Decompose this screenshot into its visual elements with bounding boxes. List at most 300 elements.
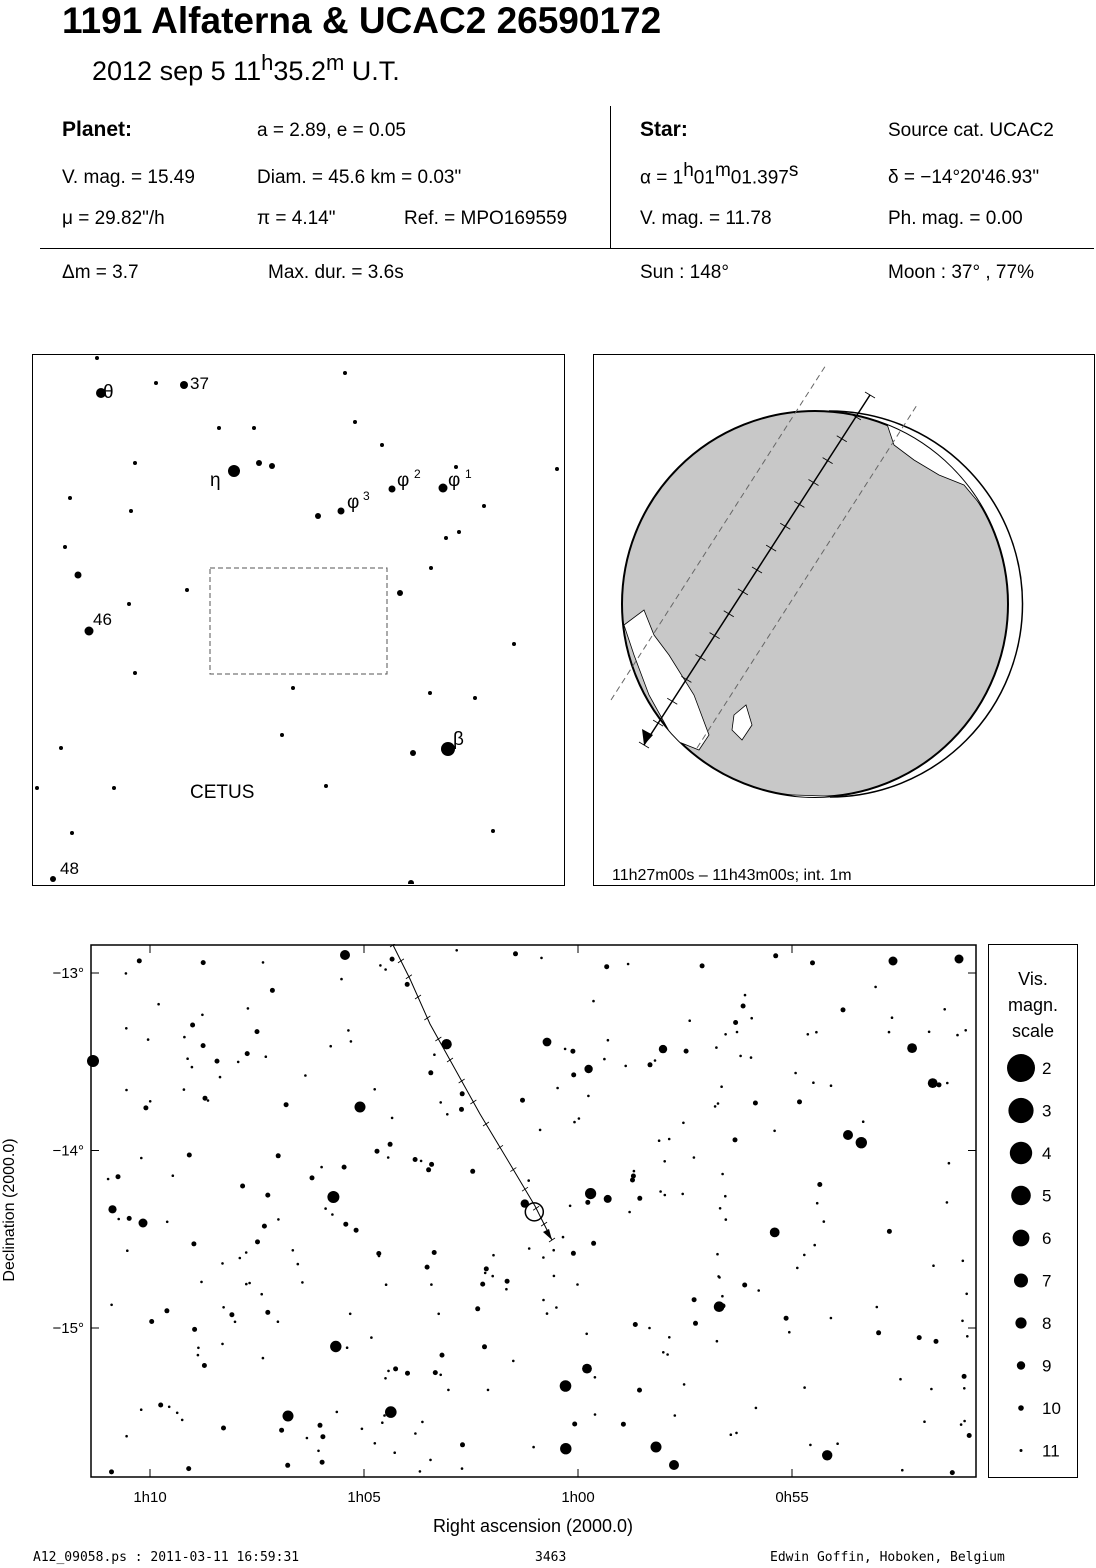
legend-dot bbox=[1018, 1405, 1024, 1411]
field-star bbox=[429, 1162, 434, 1167]
field-star bbox=[439, 1374, 442, 1377]
field-star bbox=[573, 1121, 576, 1124]
field-star bbox=[388, 1142, 393, 1147]
field-star bbox=[721, 1295, 724, 1298]
field-star bbox=[578, 1117, 581, 1120]
field-star bbox=[962, 1260, 965, 1263]
field-star bbox=[822, 1450, 832, 1460]
planet-ref: Ref. = MPO169559 bbox=[404, 208, 568, 229]
star-heading: Star: bbox=[640, 118, 688, 141]
finder-star bbox=[315, 513, 321, 519]
finder-star bbox=[35, 786, 39, 790]
field-star bbox=[376, 1251, 381, 1256]
planet-diam: Diam. = 45.6 km = 0.03" bbox=[257, 167, 462, 188]
alpha-s: s bbox=[788, 160, 799, 181]
finder-stars bbox=[35, 356, 559, 884]
field-star bbox=[633, 1322, 638, 1327]
field-star bbox=[331, 1213, 334, 1216]
field-star bbox=[963, 1387, 966, 1390]
globe-caption: 11h27m00s – 11h43m00s; int. 1m bbox=[612, 867, 852, 884]
field-star bbox=[221, 1262, 224, 1265]
bright-field-star bbox=[843, 1130, 853, 1140]
field-star bbox=[460, 1091, 465, 1096]
field-star bbox=[187, 1153, 192, 1158]
field-star bbox=[470, 1169, 475, 1174]
footer-file: A12_09058.ps : 2011-03-11 16:59:31 bbox=[33, 1550, 300, 1565]
finder-star bbox=[269, 463, 275, 469]
page-title: 1191 Alfaterna & UCAC2 26590172 bbox=[62, 0, 662, 41]
field-star bbox=[966, 1335, 969, 1338]
delta-mag: Δm = 3.7 bbox=[62, 262, 139, 283]
field-star bbox=[633, 1170, 636, 1173]
field-star bbox=[149, 1100, 152, 1103]
x-tick-label: 1h05 bbox=[347, 1489, 381, 1506]
field-star bbox=[744, 994, 747, 997]
field-star bbox=[917, 1335, 922, 1340]
bright-field-star bbox=[651, 1442, 662, 1453]
field-star bbox=[421, 1421, 424, 1424]
field-star bbox=[459, 1107, 464, 1112]
field-star bbox=[446, 1113, 449, 1116]
footer-number: 3463 bbox=[535, 1550, 567, 1565]
field-star bbox=[343, 1222, 348, 1227]
field-star bbox=[413, 1157, 418, 1162]
legend-mag-label: 5 bbox=[1042, 1186, 1052, 1206]
field-star bbox=[956, 1034, 959, 1037]
table-rule bbox=[40, 248, 1094, 249]
field-star bbox=[542, 1256, 545, 1259]
field-star bbox=[899, 1378, 902, 1381]
field-star bbox=[963, 1420, 966, 1423]
field-star bbox=[172, 1174, 175, 1177]
label-phi1-sup: 1 bbox=[465, 467, 472, 481]
field-star bbox=[255, 1029, 260, 1034]
field-star bbox=[928, 1078, 938, 1088]
field-star bbox=[140, 1157, 143, 1160]
planet-mu: μ = 29.82"/h bbox=[62, 208, 165, 229]
field-star bbox=[125, 1089, 128, 1092]
field-star bbox=[773, 1130, 776, 1133]
legend-mag-label: 3 bbox=[1042, 1101, 1052, 1121]
field-star bbox=[552, 1249, 555, 1252]
field-star bbox=[961, 1320, 964, 1323]
field-star bbox=[815, 1031, 818, 1034]
y-tick-label: −13° bbox=[52, 965, 84, 982]
finder-star bbox=[50, 876, 56, 882]
field-star bbox=[684, 1049, 689, 1054]
minutes-sup: m bbox=[325, 50, 345, 75]
field-star bbox=[385, 1406, 397, 1418]
label-theta: θ bbox=[103, 382, 114, 403]
field-box bbox=[210, 568, 387, 674]
field-star bbox=[594, 1376, 597, 1379]
field-star bbox=[585, 1188, 596, 1199]
field-star bbox=[891, 1016, 894, 1019]
field-star bbox=[810, 960, 815, 965]
field-star bbox=[158, 1403, 163, 1408]
field-star bbox=[592, 1000, 595, 1003]
field-star bbox=[823, 1220, 826, 1223]
field-star bbox=[717, 1102, 720, 1105]
bright-field-star bbox=[87, 1055, 99, 1067]
legend-mag-label: 9 bbox=[1042, 1356, 1052, 1376]
field-star bbox=[164, 1308, 169, 1313]
field-star bbox=[229, 1312, 234, 1317]
field-star bbox=[265, 1193, 270, 1198]
finder-star bbox=[457, 530, 461, 534]
field-star bbox=[336, 1411, 339, 1414]
finder-star bbox=[397, 590, 403, 596]
detail-chart bbox=[0, 944, 990, 1568]
finder-star bbox=[429, 566, 433, 570]
x-tick-label: 1h00 bbox=[561, 1489, 595, 1506]
field-star bbox=[505, 1288, 508, 1291]
label-46: 46 bbox=[93, 610, 112, 629]
field-star bbox=[512, 1360, 515, 1363]
field-star bbox=[181, 1419, 184, 1422]
field-star bbox=[907, 1043, 917, 1053]
field-star bbox=[733, 1020, 738, 1025]
legend-dot bbox=[1007, 1054, 1035, 1082]
label-37: 37 bbox=[190, 374, 209, 393]
field-star bbox=[387, 1156, 390, 1159]
finder-star bbox=[185, 588, 189, 592]
field-star bbox=[725, 1218, 728, 1221]
legend-mag-label: 4 bbox=[1042, 1144, 1052, 1163]
alpha-prefix: α = 1 bbox=[640, 167, 684, 189]
field-star bbox=[750, 1056, 753, 1059]
field-star bbox=[585, 1200, 590, 1205]
finder-star bbox=[428, 691, 432, 695]
globe-panel bbox=[593, 354, 1095, 886]
star-delta: δ = −14°20'46.93" bbox=[888, 167, 1040, 188]
field-star bbox=[405, 1371, 410, 1376]
finder-star bbox=[555, 467, 559, 471]
finder-chart bbox=[32, 354, 565, 886]
field-star bbox=[874, 986, 877, 989]
field-star bbox=[166, 1221, 169, 1224]
field-star bbox=[176, 1412, 179, 1415]
field-star bbox=[830, 1317, 833, 1320]
field-star bbox=[201, 1043, 206, 1048]
field-star bbox=[662, 1351, 665, 1354]
field-star bbox=[736, 1031, 739, 1034]
finder-star bbox=[70, 831, 74, 835]
field-star bbox=[717, 1275, 720, 1278]
field-star bbox=[742, 1283, 747, 1288]
plot-frame bbox=[91, 945, 976, 1477]
field-star bbox=[390, 957, 395, 962]
finder-star bbox=[324, 784, 328, 788]
max-duration: Max. dur. = 3.6s bbox=[268, 262, 404, 283]
legend-dot bbox=[1020, 1449, 1023, 1452]
field-star bbox=[812, 1081, 815, 1084]
field-star bbox=[239, 1257, 242, 1260]
x-axis-label: Right ascension (2000.0) bbox=[432, 1516, 634, 1536]
field-star bbox=[248, 1282, 251, 1285]
field-star bbox=[137, 958, 142, 963]
legend-dot bbox=[1014, 1274, 1028, 1288]
field-star bbox=[735, 1432, 738, 1435]
field-star bbox=[741, 1004, 746, 1009]
field-star bbox=[460, 1442, 465, 1447]
field-star bbox=[245, 1051, 250, 1056]
field-star bbox=[284, 1102, 289, 1107]
field-star bbox=[794, 1072, 797, 1075]
field-star bbox=[773, 953, 778, 958]
field-star bbox=[520, 1098, 525, 1103]
field-star bbox=[813, 1244, 816, 1247]
field-star bbox=[320, 1434, 325, 1439]
field-star bbox=[943, 1008, 946, 1011]
legend-title-2: magn. bbox=[1007, 995, 1059, 1015]
field-star bbox=[901, 1469, 904, 1472]
field-star bbox=[876, 1306, 879, 1309]
field-star bbox=[361, 1428, 364, 1431]
field-star bbox=[784, 1316, 789, 1321]
field-star bbox=[967, 1433, 972, 1438]
field-star bbox=[370, 1336, 373, 1339]
field-star bbox=[125, 1435, 128, 1438]
field-star bbox=[492, 1254, 495, 1257]
field-star bbox=[304, 1074, 307, 1077]
field-star bbox=[659, 1190, 662, 1193]
field-star bbox=[560, 1443, 571, 1454]
field-star bbox=[329, 1045, 332, 1048]
field-star bbox=[237, 1061, 240, 1064]
field-star bbox=[803, 1254, 806, 1257]
field-star bbox=[666, 1353, 669, 1356]
field-star bbox=[693, 1321, 698, 1326]
label-48: 48 bbox=[60, 859, 79, 878]
field-star bbox=[203, 1096, 208, 1101]
field-star bbox=[234, 1321, 237, 1324]
field-star bbox=[587, 1095, 590, 1098]
field-star bbox=[116, 1174, 121, 1179]
finder-star bbox=[133, 461, 137, 465]
field-star bbox=[327, 1191, 339, 1203]
field-star bbox=[190, 1023, 195, 1028]
field-star bbox=[607, 1039, 610, 1042]
field-star bbox=[279, 1428, 284, 1433]
bright-field-star bbox=[669, 1460, 679, 1470]
field-star bbox=[836, 1442, 839, 1445]
field-star bbox=[582, 1364, 592, 1374]
field-star bbox=[540, 957, 543, 960]
field-star bbox=[584, 1065, 592, 1073]
bright-field-star bbox=[889, 957, 898, 966]
field-star bbox=[200, 1281, 203, 1284]
globe-svg bbox=[594, 355, 1093, 884]
field-star bbox=[730, 1433, 733, 1436]
field-star bbox=[604, 964, 609, 969]
table-divider bbox=[610, 106, 611, 248]
field-star bbox=[841, 1007, 846, 1012]
field-star bbox=[688, 1019, 691, 1022]
field-star bbox=[560, 1380, 572, 1392]
field-star bbox=[405, 982, 410, 987]
bright-field-star bbox=[139, 1219, 148, 1228]
field-star bbox=[379, 964, 382, 967]
field-star bbox=[528, 1247, 531, 1250]
field-star bbox=[715, 1046, 718, 1049]
finder-star bbox=[338, 508, 345, 515]
field-star bbox=[318, 1423, 323, 1428]
field-star bbox=[297, 1263, 300, 1266]
field-star bbox=[419, 1470, 422, 1473]
field-star bbox=[627, 963, 630, 966]
field-star bbox=[553, 1275, 556, 1278]
field-star bbox=[658, 1139, 661, 1142]
field-star bbox=[440, 1353, 445, 1358]
field-star bbox=[425, 1265, 430, 1270]
field-star bbox=[603, 1058, 606, 1061]
field-star bbox=[342, 1165, 347, 1170]
finder-star bbox=[59, 746, 63, 750]
field-star bbox=[215, 1059, 220, 1064]
legend-mag-label: 6 bbox=[1042, 1229, 1052, 1248]
finder-star bbox=[112, 786, 116, 790]
field-star bbox=[381, 1421, 384, 1424]
field-star bbox=[594, 1413, 597, 1416]
field-star bbox=[482, 1344, 487, 1349]
legend-mag-label: 7 bbox=[1042, 1271, 1052, 1291]
field-star bbox=[591, 1241, 596, 1246]
finder-star bbox=[353, 420, 357, 424]
field-star bbox=[716, 1253, 719, 1256]
field-star bbox=[750, 1017, 753, 1020]
ut-text: U.T. bbox=[344, 56, 400, 86]
field-star bbox=[260, 1293, 263, 1296]
field-star bbox=[108, 1205, 116, 1213]
legend-mag-label: 11 bbox=[1042, 1441, 1060, 1461]
field-star bbox=[157, 1003, 160, 1006]
field-star bbox=[270, 988, 275, 993]
star-phmag: Ph. mag. = 0.00 bbox=[888, 208, 1023, 229]
finder-star bbox=[154, 381, 158, 385]
field-star bbox=[755, 1407, 758, 1410]
alpha-h: h bbox=[683, 160, 694, 181]
field-star bbox=[934, 1339, 939, 1344]
field-star bbox=[739, 1055, 742, 1058]
field-star bbox=[928, 1031, 931, 1034]
field-star bbox=[862, 1120, 865, 1123]
finder-star bbox=[252, 426, 256, 430]
field-star bbox=[604, 1195, 612, 1203]
field-star bbox=[391, 1117, 394, 1120]
star-vmag: V. mag. = 11.78 bbox=[640, 208, 772, 229]
field-star bbox=[149, 1319, 154, 1324]
date-text: 2012 sep 5 11 bbox=[92, 56, 262, 86]
bright-field-star bbox=[283, 1411, 294, 1422]
finder-star bbox=[410, 750, 416, 756]
footer-author: Edwin Goffin, Hoboken, Belgium bbox=[770, 1550, 1005, 1565]
finder-star bbox=[256, 460, 262, 466]
finder-star bbox=[491, 829, 495, 833]
field-star bbox=[420, 1160, 423, 1163]
field-star bbox=[109, 1469, 114, 1474]
field-star bbox=[384, 1377, 387, 1380]
legend-mag-label: 10 bbox=[1042, 1399, 1061, 1418]
field-star bbox=[648, 1062, 653, 1067]
finder-star bbox=[380, 443, 384, 447]
field-star bbox=[888, 1031, 891, 1034]
finder-star bbox=[68, 496, 72, 500]
field-star bbox=[491, 1275, 494, 1278]
finder-star bbox=[133, 671, 137, 675]
field-star bbox=[674, 1414, 677, 1417]
finder-star bbox=[217, 426, 221, 430]
label-eta: η bbox=[210, 470, 221, 491]
field-star bbox=[757, 1289, 760, 1292]
field-star bbox=[770, 1228, 780, 1238]
field-star bbox=[201, 960, 206, 965]
field-star bbox=[432, 1250, 437, 1255]
field-star bbox=[222, 1306, 225, 1309]
legend-title-1: Vis. bbox=[1018, 969, 1048, 989]
field-star bbox=[354, 1228, 359, 1233]
label-beta: β bbox=[453, 729, 464, 750]
planet-vmag: V. mag. = 15.49 bbox=[62, 167, 195, 188]
planet-heading: Planet: bbox=[62, 118, 133, 141]
detail-chart-svg bbox=[0, 944, 990, 1568]
finder-star bbox=[180, 381, 188, 389]
field-star bbox=[876, 1330, 881, 1335]
event-datetime bbox=[92, 50, 400, 87]
field-star bbox=[505, 1279, 510, 1284]
field-star bbox=[428, 1070, 433, 1075]
finder-star bbox=[439, 484, 448, 493]
field-star bbox=[461, 1467, 464, 1470]
field-star bbox=[426, 1167, 431, 1172]
field-star bbox=[484, 1266, 489, 1271]
field-star bbox=[433, 1370, 438, 1375]
moon-info: Moon : 37° , 77% bbox=[888, 262, 1034, 283]
field-star bbox=[125, 972, 128, 975]
field-star bbox=[724, 1195, 727, 1198]
field-star bbox=[429, 1459, 432, 1462]
alpha-mid: 01 bbox=[693, 167, 715, 189]
legend-dot bbox=[1011, 1186, 1031, 1206]
legend-dot bbox=[1017, 1361, 1025, 1369]
hours-sup: h bbox=[261, 50, 274, 75]
field-star bbox=[930, 1388, 933, 1391]
legend-dot bbox=[1010, 1142, 1032, 1164]
field-star bbox=[628, 1211, 631, 1214]
field-star bbox=[576, 1283, 579, 1286]
field-star bbox=[539, 1129, 542, 1132]
field-star bbox=[262, 1224, 267, 1229]
field-star bbox=[564, 1048, 567, 1051]
finder-star bbox=[512, 642, 516, 646]
field-star bbox=[186, 1466, 191, 1471]
field-star bbox=[447, 1389, 450, 1392]
field-star bbox=[571, 1251, 576, 1256]
field-star bbox=[277, 1218, 280, 1221]
field-star bbox=[439, 1101, 442, 1104]
field-star bbox=[637, 1196, 642, 1201]
minutes-text: 35.2 bbox=[273, 56, 326, 86]
x-tick-label: 1h10 bbox=[133, 1489, 167, 1506]
field-star bbox=[140, 1408, 143, 1411]
legend-mag-label: 8 bbox=[1042, 1314, 1052, 1333]
field-star bbox=[648, 1327, 651, 1330]
field-star bbox=[207, 1099, 210, 1102]
sun-elongation: Sun : 148° bbox=[640, 262, 729, 283]
field-star bbox=[887, 1229, 892, 1234]
field-star bbox=[347, 1029, 350, 1032]
field-star bbox=[693, 1156, 696, 1159]
